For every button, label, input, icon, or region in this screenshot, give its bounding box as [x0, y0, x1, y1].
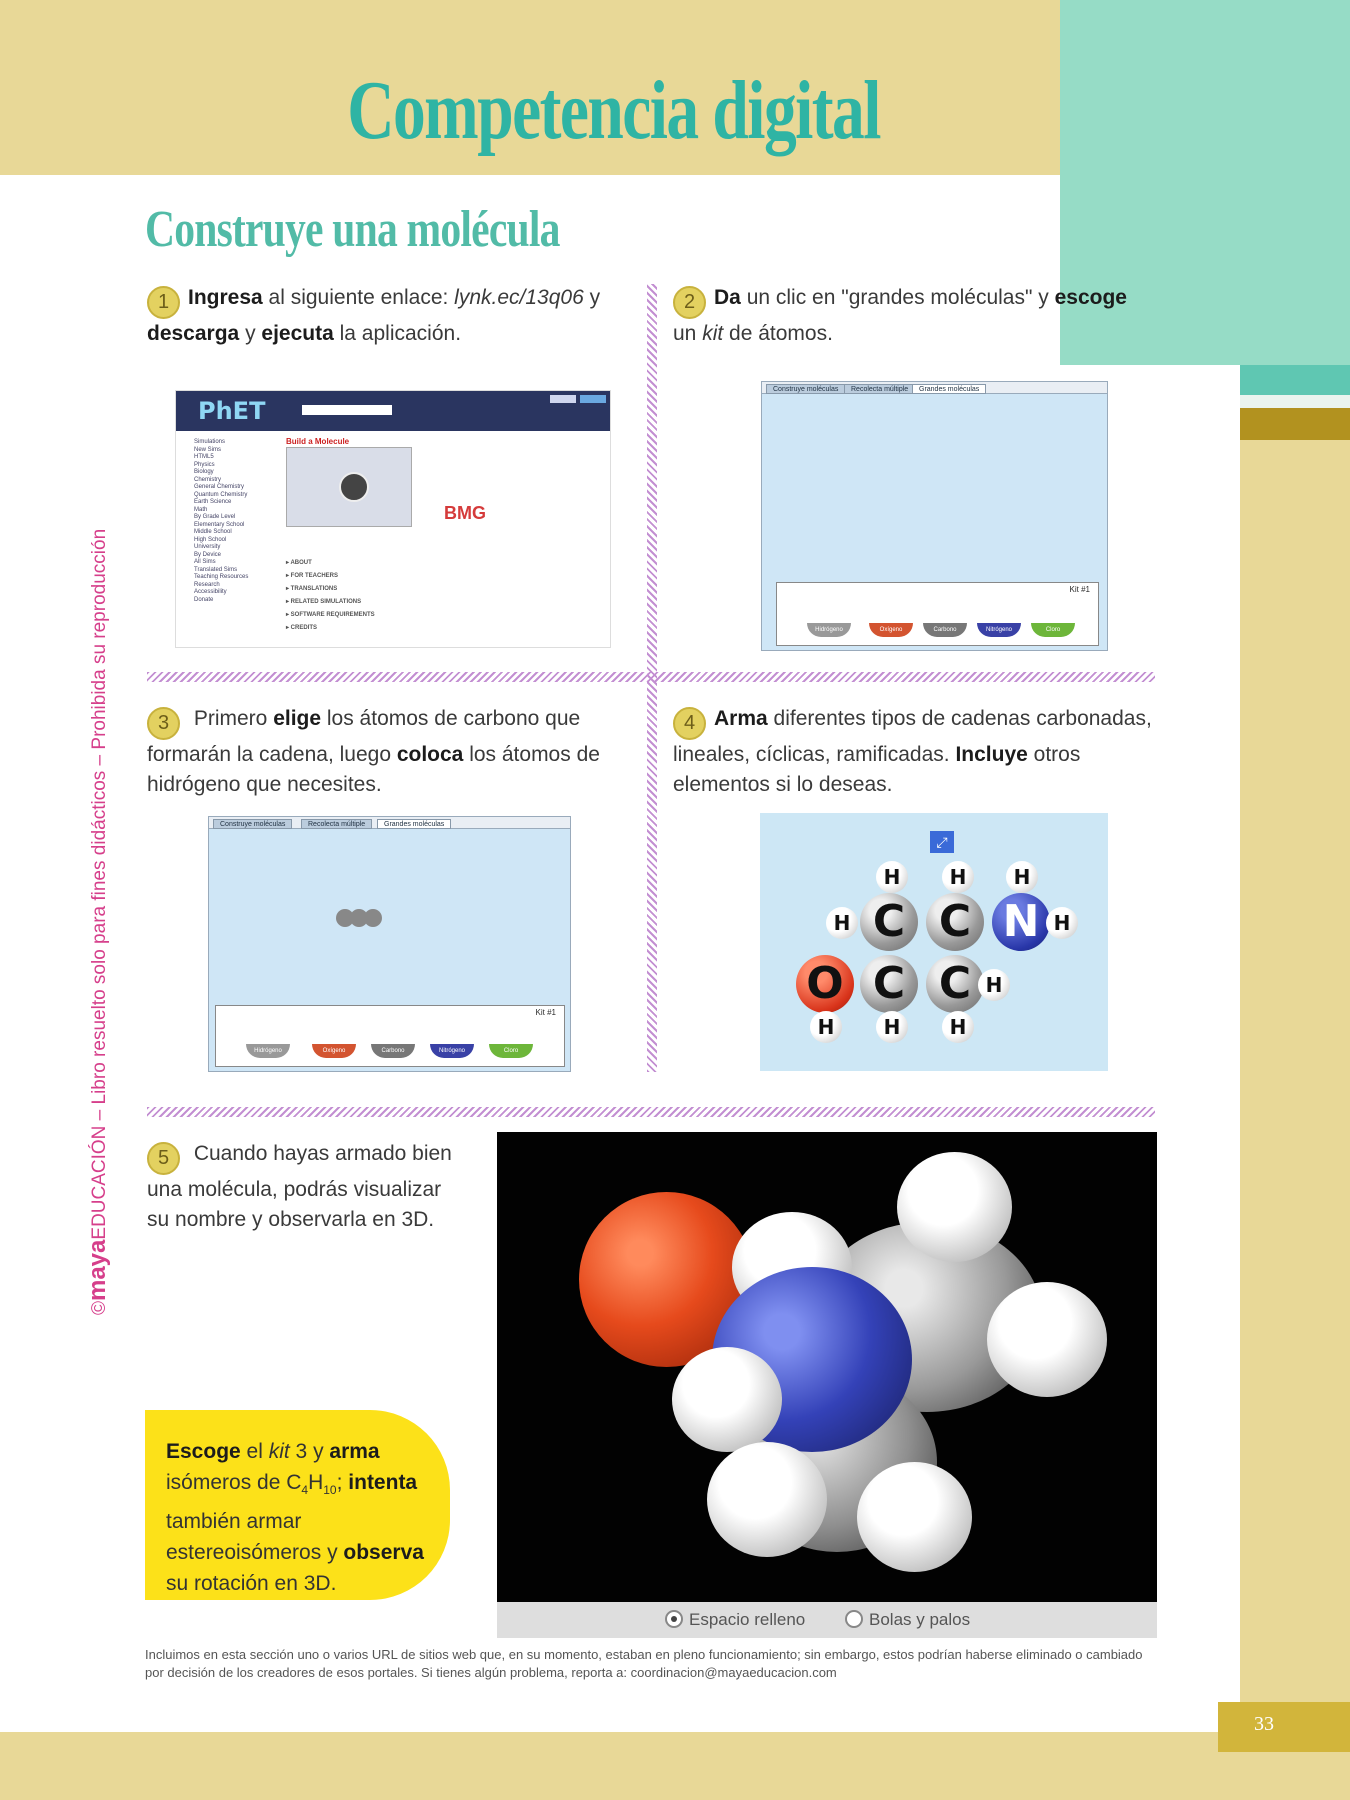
phet-sidebar-item[interactable]: Earth Science	[194, 499, 232, 505]
phet-page-heading: Build a Molecule	[286, 437, 350, 446]
expand-icon[interactable]: ⤢	[930, 831, 954, 853]
phet-link-item[interactable]: ▸ CREDITS	[286, 625, 318, 631]
kit-label-1: Kit #1	[1069, 585, 1090, 594]
phet-sponsor-logo: BMG	[444, 503, 486, 523]
atom-h-6: H	[978, 969, 1010, 1001]
molecule-3d-view[interactable]	[497, 1132, 1157, 1602]
side-brand: maya	[84, 1239, 111, 1301]
step-1: 1 Ingresa al siguiente enlace: lynk.ec/13q06 y descarga y ejecuta la aplicación.	[147, 286, 601, 345]
phet-sidebar-item[interactable]: New Sims	[194, 446, 222, 453]
step-number-1: 1	[147, 286, 180, 319]
view-options-bar	[497, 1602, 1157, 1638]
step-2: 2 Da un clic en "grandes moléculas" y escoge un kit de átomos.	[673, 286, 1127, 345]
phet-sidebar-item[interactable]: Accessibility	[194, 589, 227, 595]
sim-screenshot-step3	[208, 816, 571, 1072]
hydrogen-sphere-4	[672, 1347, 782, 1452]
phet-signin-button[interactable]	[550, 395, 576, 403]
step-number-5: 5	[147, 1142, 180, 1175]
phet-sidebar-item[interactable]: By Device	[194, 551, 222, 558]
phet-sidebar-item[interactable]: Math	[194, 506, 208, 513]
right-band-teal-strip	[1240, 365, 1350, 395]
atom-o: O	[796, 955, 854, 1013]
tab-recolecta[interactable]: Recolecta múltiple	[844, 384, 915, 394]
atom-h-2: H	[942, 861, 974, 893]
atom-h-8: H	[876, 1011, 908, 1043]
phet-website-screenshot	[175, 390, 611, 648]
phet-sidebar-item[interactable]: Donate	[194, 596, 214, 603]
disclaimer: Incluimos en esta sección uno o varios URL de sitios web que, en su momento, estaban en pleno funcionamiento; sin embargo, estos podrían haberse eliminado o cambiado por decisión de los creadores de esos portales. Si tienes algún problema, reporta a: coordinacion@mayaeducacion.com	[145, 1647, 1143, 1680]
atom-h-9: H	[942, 1011, 974, 1043]
phet-sidebar-item[interactable]: Translated Sims	[194, 566, 238, 573]
phet-sidebar-item[interactable]: Chemistry	[194, 476, 222, 483]
bucket-oxigeno-2[interactable]: Oxígeno	[312, 1044, 356, 1058]
atom-h-7: H	[810, 1011, 842, 1043]
phet-link-item[interactable]: ▸ FOR TEACHERS	[286, 573, 339, 579]
phet-sidebar-item[interactable]: High School	[194, 536, 227, 543]
hydrogen-sphere-6	[857, 1462, 972, 1572]
sim-tab-bar	[762, 382, 1107, 394]
tab-construye[interactable]: Construye moléculas	[766, 384, 845, 394]
phet-sidebar-item[interactable]: Biology	[194, 469, 214, 475]
phet-sidebar-item[interactable]: Middle School	[194, 529, 232, 535]
tab-grandes-2[interactable]: Grandes moléculas	[377, 819, 451, 829]
right-band-olive-strip	[1240, 408, 1350, 440]
right-band-sand	[1240, 440, 1350, 1710]
phet-video-thumbnail[interactable]	[286, 447, 412, 527]
molecule-view-step4	[760, 813, 1108, 1071]
phet-sidebar-item[interactable]: Teaching Resources	[194, 574, 249, 580]
phet-header	[176, 391, 610, 431]
horizontal-divider-2	[147, 1107, 1155, 1117]
tab-construye-2[interactable]: Construye moléculas	[213, 819, 292, 829]
hydrogen-sphere-2	[987, 1282, 1107, 1397]
bucket-hidrogeno-2[interactable]: Hidrógeno	[246, 1044, 290, 1058]
bucket-hidrogeno[interactable]: Hidrógeno	[807, 623, 851, 637]
side-copyright: ©mayaEDUCACIÓN – Libro resuelto solo para fines didácticos – Prohibida su reproducción	[84, 528, 111, 1315]
phet-sidebar-item[interactable]: HTML5	[194, 454, 214, 460]
sim-screenshot-step2	[761, 381, 1108, 651]
phet-search-input[interactable]	[302, 405, 392, 415]
phet-sidebar-item[interactable]: All Sims	[194, 559, 216, 565]
section-subtitle: Construye una molécula	[145, 201, 560, 258]
activity-note: Escoge el kit 3 y arma isómeros de $C_4H_{10}$; intenta también armar estereoisómeros y observa su rotación en 3D.	[145, 1410, 450, 1600]
bucket-nitrogeno-2[interactable]: Nitrógeno	[430, 1044, 474, 1058]
phet-sidebar-item[interactable]: Physics	[194, 461, 215, 468]
right-band-light-strip	[1240, 395, 1350, 408]
kit-panel-1	[776, 582, 1099, 646]
step-number-3: 3	[147, 707, 180, 740]
atom-c-4: C	[926, 955, 984, 1013]
phet-link-item[interactable]: ▸ SOFTWARE REQUIREMENTS	[286, 612, 375, 618]
option-espacio-relleno[interactable]: Espacio relleno	[665, 1610, 805, 1630]
kit-label-2: Kit #1	[535, 1008, 556, 1017]
link-lynk[interactable]: lynk.ec/13q06	[454, 286, 584, 309]
phet-register-button[interactable]	[580, 395, 606, 403]
atom-c-1: C	[860, 893, 918, 951]
atom-c-2: C	[926, 893, 984, 951]
page-number: 33	[1254, 1713, 1274, 1735]
phet-sidebar-item[interactable]: Quantum Chemistry	[194, 491, 248, 498]
step-number-2: 2	[673, 286, 706, 319]
step-number-4: 4	[673, 707, 706, 740]
play-icon[interactable]	[339, 472, 369, 502]
atom-h-5: H	[1046, 907, 1078, 939]
phet-sidebar-item[interactable]: Elementary School	[194, 521, 245, 528]
phet-sidebar-item[interactable]: General Chemistry	[194, 484, 245, 490]
radio-selected-icon[interactable]	[665, 1610, 683, 1628]
tab-grandes[interactable]: Grandes moléculas	[912, 384, 986, 394]
atom-h-3: H	[1006, 861, 1038, 893]
step-5: 5 Cuando hayas armado bien una molécula, podrás visualizar su nombre y observarla en 3D.	[147, 1142, 452, 1231]
phet-link-item[interactable]: ▸ TRANSLATIONS	[286, 586, 338, 592]
radio-icon[interactable]	[845, 1610, 863, 1628]
bucket-cloro-2[interactable]: Cloro	[489, 1044, 533, 1058]
bucket-carbono-2[interactable]: Carbono	[371, 1044, 415, 1058]
page-title: Competencia digital	[347, 64, 880, 157]
phet-sidebar-item[interactable]: University	[194, 544, 221, 550]
bottom-band	[0, 1732, 1350, 1800]
hydrogen-sphere-1	[897, 1152, 1012, 1262]
sim-tab-bar-2	[209, 817, 570, 829]
phet-sidebar	[194, 439, 260, 604]
phet-link-item[interactable]: ▸ RELATED SIMULATIONS	[286, 599, 362, 605]
phet-link-item[interactable]: ▸ ABOUT	[286, 560, 312, 566]
bucket-carbono[interactable]: Carbono	[923, 623, 967, 637]
phet-links	[286, 557, 375, 635]
tab-recolecta-2[interactable]: Recolecta múltiple	[301, 819, 372, 829]
atom-c-3: C	[860, 955, 918, 1013]
atom-h-4: H	[826, 907, 858, 939]
hydrogen-sphere-5	[707, 1442, 827, 1557]
step-3: 3 Primero elige los átomos de carbono que formarán la cadena, luego coloca los átomos de hidrógeno que necesites.	[147, 707, 600, 796]
kit-panel-2	[215, 1005, 565, 1067]
atom-h-1: H	[876, 861, 908, 893]
bucket-nitrogeno[interactable]: Nitrógeno	[977, 623, 1021, 637]
bucket-cloro[interactable]: Cloro	[1031, 623, 1075, 637]
phet-logo: PhET	[198, 397, 266, 425]
bucket-oxigeno[interactable]: Oxígeno	[869, 623, 913, 637]
phet-sidebar-item[interactable]: By Grade Level	[194, 514, 236, 520]
phet-sidebar-item[interactable]: Research	[194, 581, 220, 588]
atom-n: N	[992, 893, 1050, 951]
horizontal-divider-1	[147, 672, 1155, 682]
step-4: 4 Arma diferentes tipos de cadenas carbonadas, lineales, cíclicas, ramificadas. Incluye otros elementos si lo deseas.	[673, 707, 1152, 796]
phet-sidebar-item[interactable]: Simulations	[194, 439, 226, 445]
option-bolas-palos[interactable]: Bolas y palos	[845, 1610, 970, 1630]
